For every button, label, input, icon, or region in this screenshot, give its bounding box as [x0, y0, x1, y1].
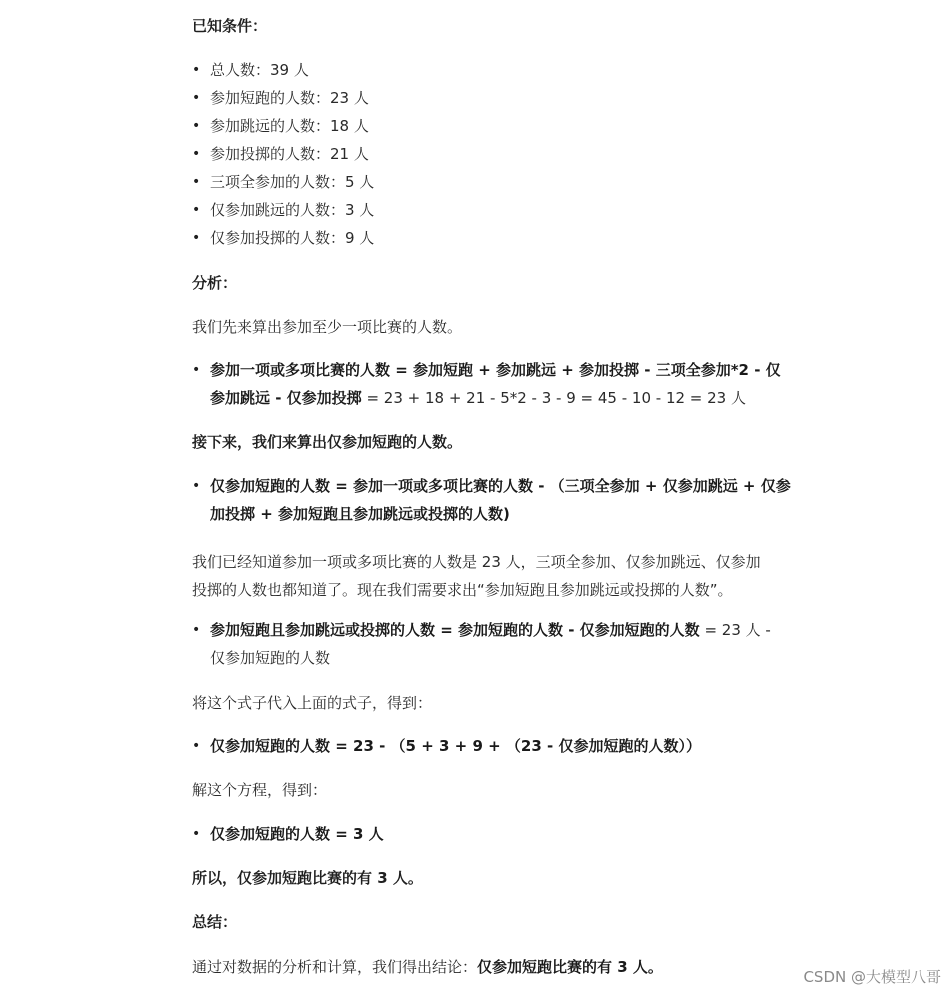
bullet: •: [192, 478, 201, 494]
analysis-heading: 分析：: [192, 274, 238, 292]
bullet: •: [192, 826, 201, 842]
list-item-text: 参加投掷的人数：21 人: [210, 145, 369, 163]
list-item-text: 参加短跑的人数：23 人: [210, 89, 369, 107]
list-item-text: 仅参加跳远的人数：3 人: [210, 201, 375, 219]
formula-list-item: [192, 616, 812, 672]
bullet: •: [192, 362, 201, 378]
formula-bold-line: 加投掷 + 参加短跑且参加跳远或投掷的人数): [210, 505, 510, 523]
bullet: •: [192, 174, 201, 190]
conclusion-text: 所以，仅参加短跑比赛的有 3 人。: [192, 869, 423, 887]
bullet: •: [192, 62, 201, 78]
formula-list-item: [192, 472, 812, 528]
formula-text: [210, 616, 810, 672]
known-conditions-heading: 已知条件：: [192, 17, 268, 35]
bullet: •: [192, 738, 201, 754]
formula-bold-line: 参加跳远 - 仅参加投掷: [210, 389, 362, 407]
formula-text: [210, 356, 810, 412]
bullet: •: [192, 202, 201, 218]
analysis-intro: 我们先来算出参加至少一项比赛的人数。: [192, 318, 463, 336]
formula-normal-line: 仅参加短跑的人数: [210, 649, 331, 667]
bullet: •: [192, 146, 201, 162]
summary-bold: 仅参加短跑比赛的有 3 人。: [477, 958, 663, 976]
formula-result: = 23 + 18 + 21 - 5*2 - 3 - 9 = 45 - 10 - 12 = 23 人: [361, 389, 746, 407]
csdn-watermark: CSDN @大模型八哥: [803, 968, 941, 986]
bullet: •: [192, 622, 201, 638]
summary-normal: 通过对数据的分析和计算，我们得出结论：: [192, 958, 478, 976]
formula-list-item: [192, 356, 812, 412]
list-item-text: 三项全参加的人数：5 人: [210, 173, 375, 191]
solve-text: 解这个方程，得到：: [192, 781, 328, 799]
formula-bold-line: 仅参加短跑的人数 = 参加一项或多项比赛的人数 - （三项全参加 + 仅参加跳远 + 仅参: [210, 477, 791, 495]
substitute-text: 将这个式子代入上面的式子，得到：: [192, 694, 433, 712]
list-item-text: 总人数：39 人: [210, 61, 309, 79]
formula-result: = 23 人 -: [699, 621, 771, 639]
list-item-text: 仅参加投掷的人数：9 人: [210, 229, 375, 247]
summary-text: [192, 957, 663, 977]
formula-text: 仅参加短跑的人数 = 23 - （5 + 3 + 9 + （23 - 仅参加短跑的人数））: [210, 737, 701, 755]
paragraph-line: 投掷的人数也都知道了。现在我们需要求出“参加短跑且参加跳远或投掷的人数”。: [192, 581, 733, 599]
next-step-heading: 接下来，我们来算出仅参加短跑的人数。: [192, 433, 463, 451]
list-item-text: 参加跳远的人数：18 人: [210, 117, 369, 135]
formula-text: [210, 472, 810, 528]
bullet: •: [192, 90, 201, 106]
summary-heading: 总结：: [192, 913, 238, 931]
formula-bold-line: 参加一项或多项比赛的人数 = 参加短跑 + 参加跳远 + 参加投掷 - 三项全参加*2 - 仅: [210, 361, 781, 379]
formula-bold-line: 参加短跑且参加跳远或投掷的人数 = 参加短跑的人数 - 仅参加短跑的人数: [210, 621, 700, 639]
paragraph-line: 我们已经知道参加一项或多项比赛的人数是 23 人，三项全参加、仅参加跳远、仅参加: [192, 553, 761, 571]
bullet: •: [192, 118, 201, 134]
known-paragraph: [192, 548, 761, 604]
bullet: •: [192, 230, 201, 246]
formula-text: 仅参加短跑的人数 = 3 人: [210, 825, 384, 843]
